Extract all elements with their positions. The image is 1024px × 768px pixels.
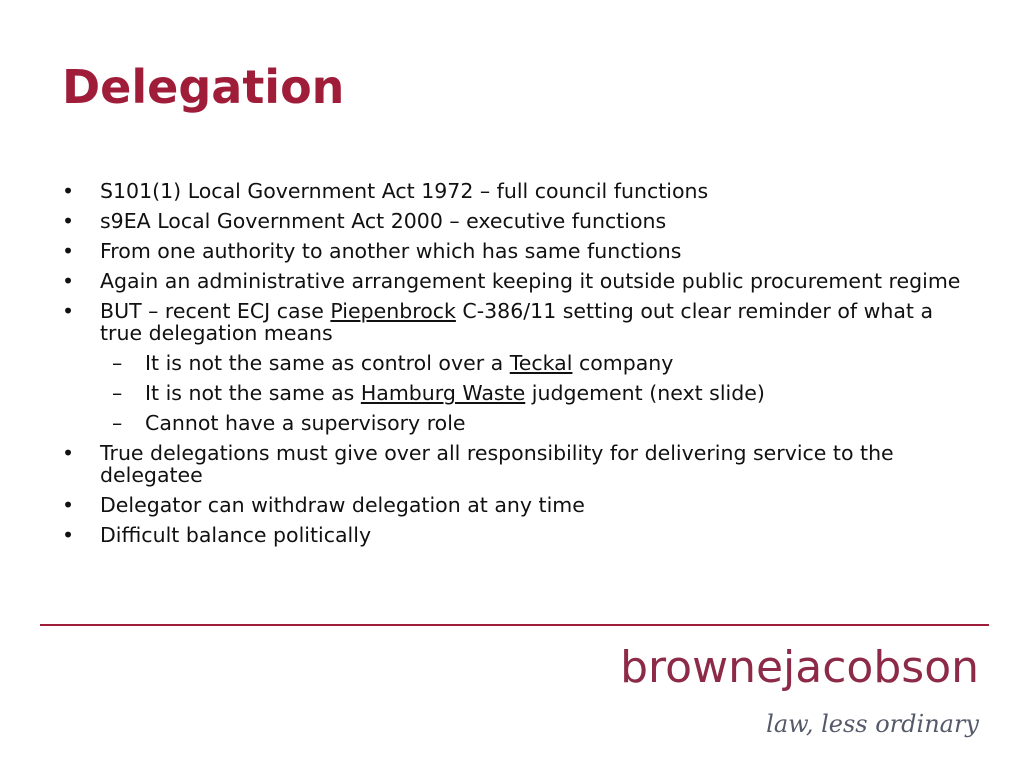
list-item-text: S101(1) Local Government Act 1972 – full council functions [100, 179, 709, 203]
list-item-text: Again an administrative arrangement keeping it outside public procurement regime [100, 269, 961, 293]
teckal-link[interactable]: Teckal [509, 351, 573, 375]
bullet-icon: • [62, 493, 75, 517]
list-item [62, 524, 972, 546]
list-item-text-post: C-386/11 setting out clear reminder of what a true delegation means [100, 299, 934, 345]
footer-divider [40, 624, 989, 626]
bullet-icon: • [62, 269, 75, 293]
bullet-icon: • [62, 239, 75, 263]
sub-list-item [62, 412, 972, 434]
bullet-icon: • [62, 179, 75, 203]
sub-list-item [62, 352, 972, 374]
list-item-text: Difficult balance politically [100, 523, 372, 547]
sub-item-text-post: judgement (next slide) [525, 381, 765, 405]
sub-item-text-post: company [572, 351, 674, 375]
sub-item-text-pre: It is not the same as control over a [145, 351, 510, 375]
list-item-text-pre: BUT – recent ECJ case [100, 299, 331, 323]
bullet-list [62, 180, 972, 554]
list-item-text: True delegations must give over all responsibility for delivering service to the delegatee [100, 441, 894, 487]
bullet-icon: • [62, 441, 75, 465]
sub-list-item [62, 382, 972, 404]
slide-title: Delegation [62, 60, 345, 114]
list-item-text: s9EA Local Government Act 2000 – executive functions [100, 209, 667, 233]
dash-icon: – [112, 351, 123, 375]
sub-item-text: Cannot have a supervisory role [145, 411, 466, 435]
hamburg-waste-link[interactable]: Hamburg Waste [360, 381, 526, 405]
bullet-icon: • [62, 299, 75, 323]
list-item [62, 494, 972, 516]
bullet-icon: • [62, 209, 75, 233]
list-item-text: Delegator can withdraw delegation at any time [100, 493, 585, 517]
list-item [62, 270, 972, 292]
list-item [62, 240, 972, 262]
piepenbrock-link[interactable]: Piepenbrock [330, 299, 456, 323]
sub-item-text-pre: It is not the same as [145, 381, 361, 405]
brand-logo: brownejacobson [620, 642, 979, 693]
list-item [62, 442, 972, 486]
dash-icon: – [112, 411, 123, 435]
bullet-icon: • [62, 523, 75, 547]
list-item-text: From one authority to another which has same functions [100, 239, 682, 263]
list-item [62, 180, 972, 202]
list-item [62, 300, 972, 344]
dash-icon: – [112, 381, 123, 405]
brand-tagline: law, less ordinary [766, 710, 979, 738]
list-item [62, 210, 972, 232]
